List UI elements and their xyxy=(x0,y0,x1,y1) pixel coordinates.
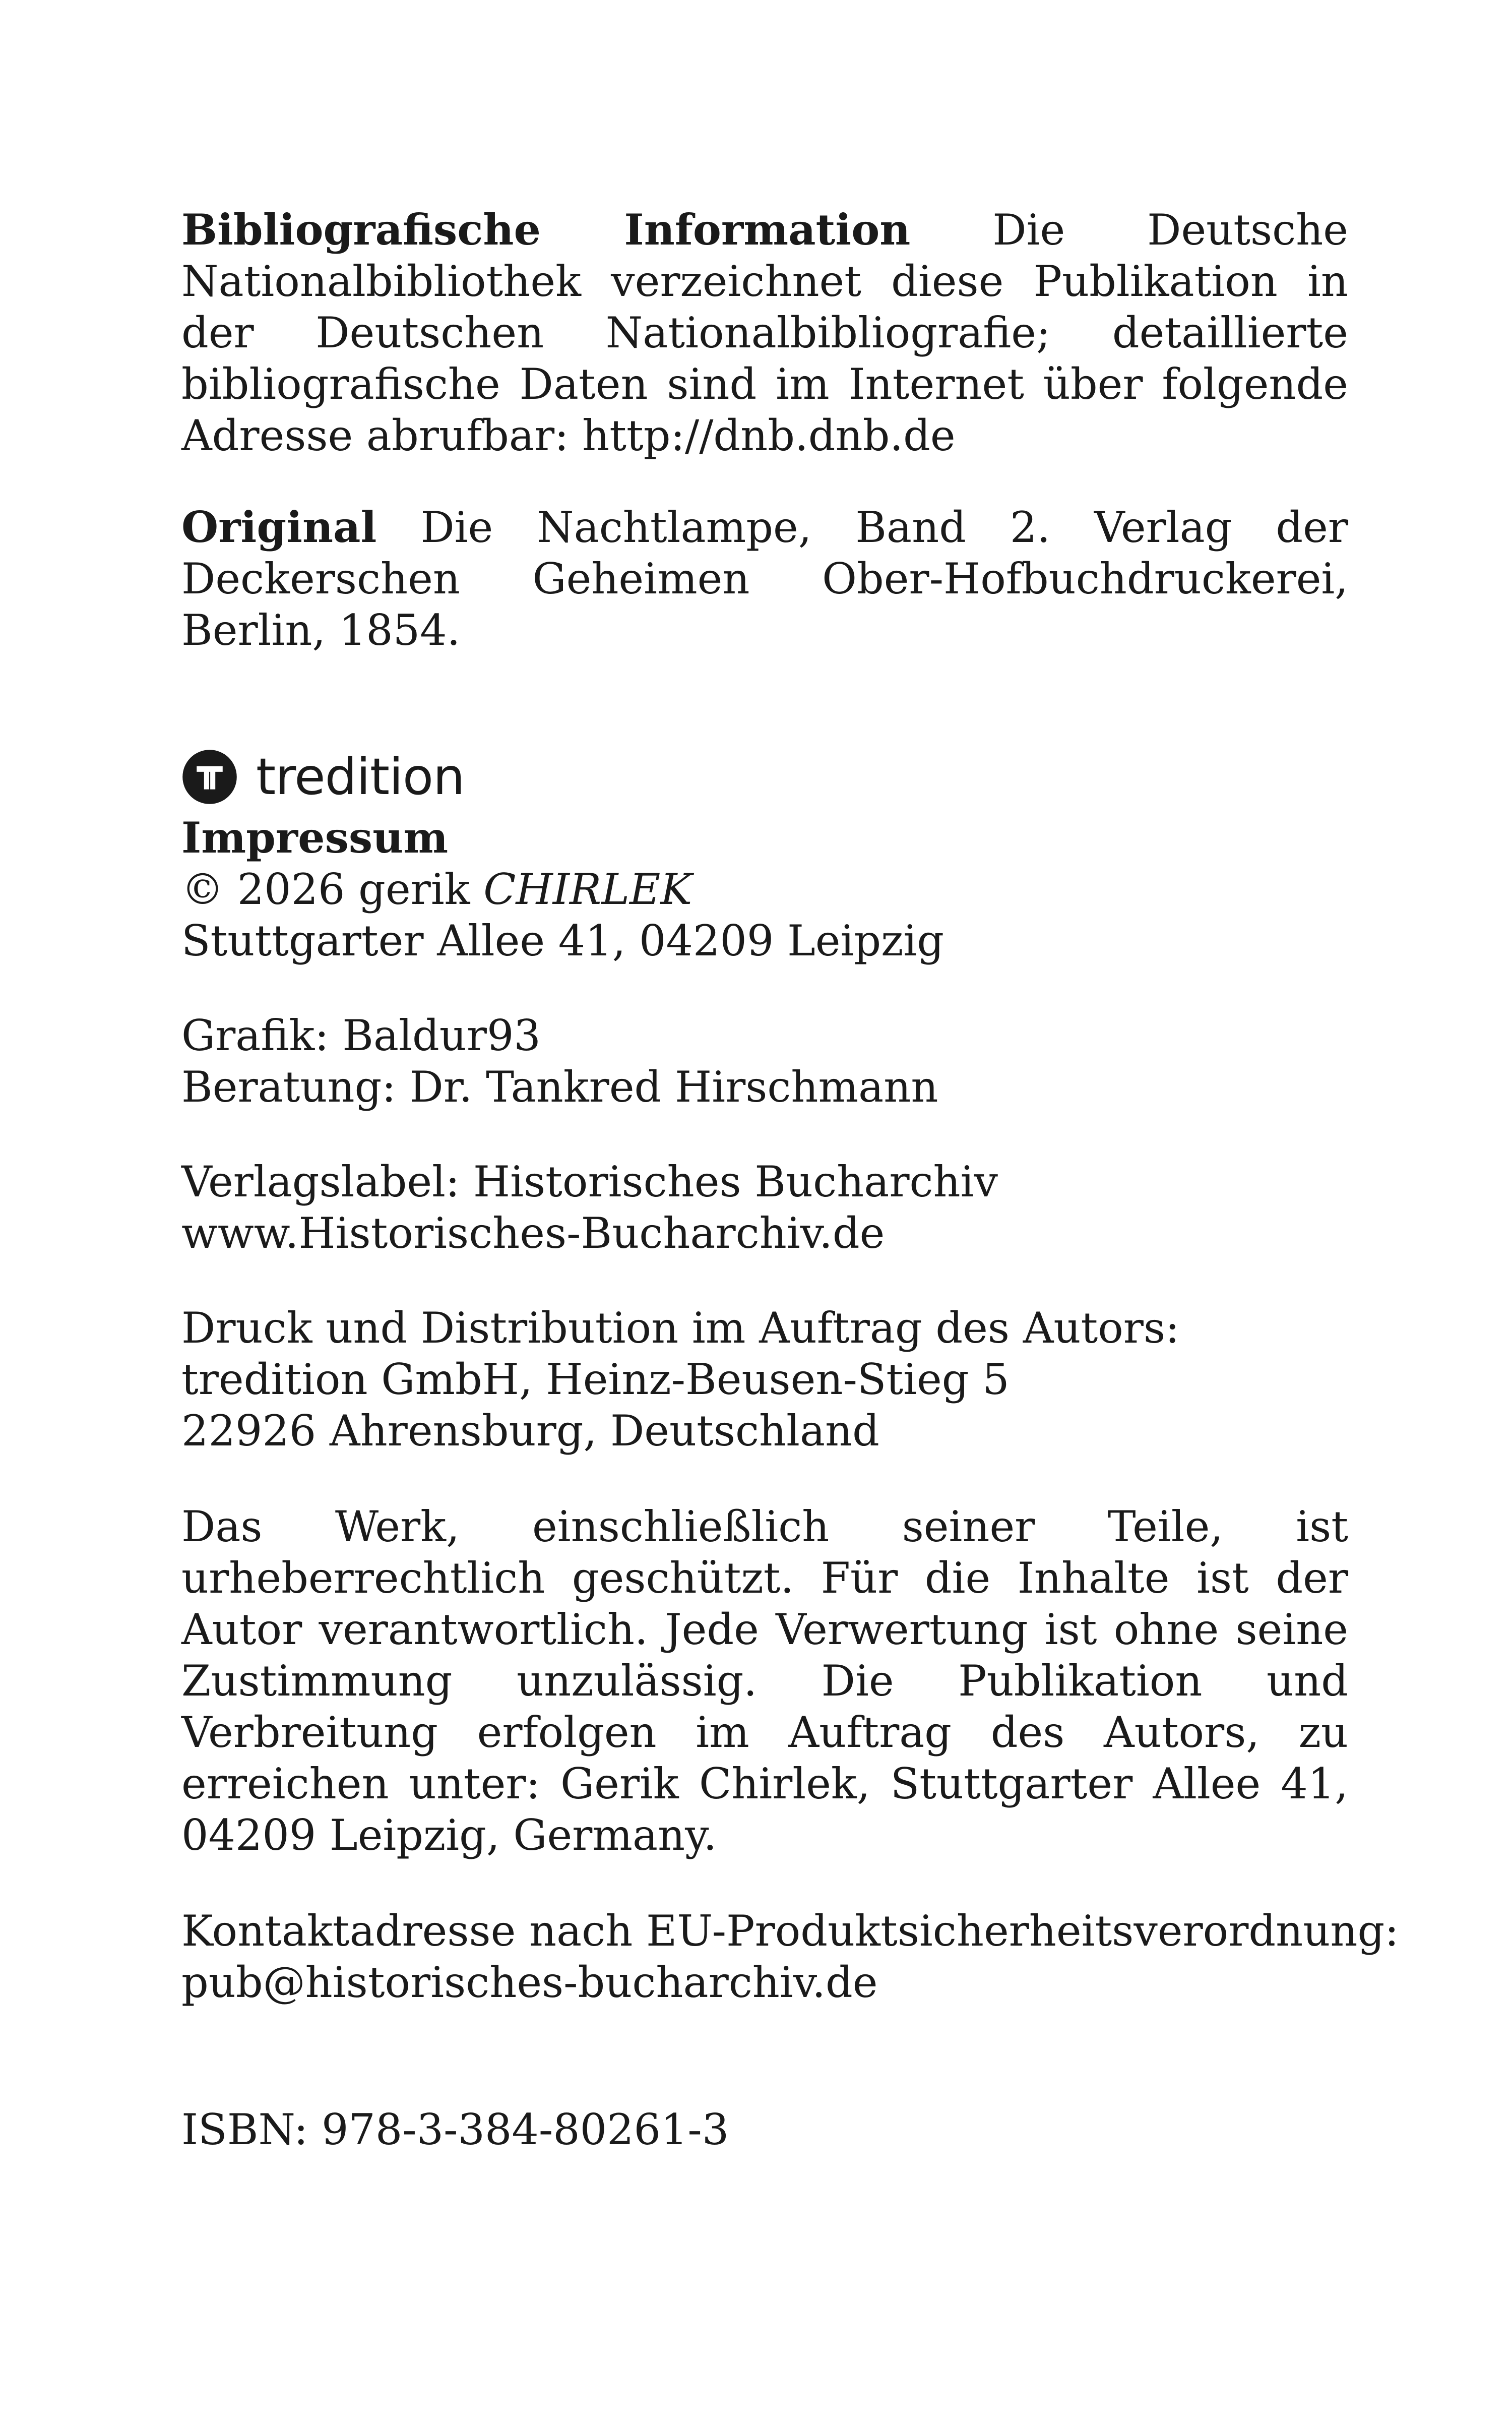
original-text: Die Nachtlampe, Band 2. Verlag der Deckerschen Geheimen Ober-Hofbuchdruckerei, Berlin, 1854. xyxy=(181,503,1349,655)
rights-notice: Das Werk, einschließlich seiner Teile, ist urheberrechtlich geschützt. Für die Inhalte ist der Autor verantwortlich. Jede Verwertung ist ohne seine Zustimmung unzulässig. Die Publikation und Verbreitung erfolgen im Auftrag des Autors, zu erreichen unter: Gerik Chirlek, Stuttgarter Allee 41, 04209 Leipzig, Germany. xyxy=(181,1502,1348,1860)
copyright-line xyxy=(181,864,1348,915)
original-info xyxy=(181,502,1348,656)
tredition-logo-text: tredition xyxy=(256,747,465,806)
credit-beratung: Beratung: Dr. Tankred Hirschmann xyxy=(181,1062,938,1112)
copyright-prefix: © 2026 gerik xyxy=(181,865,470,914)
contact-email: pub@historisches-bucharchiv.de xyxy=(181,1958,878,2007)
druck-line-3: 22926 Ahrensburg, Deutschland xyxy=(181,1406,879,1456)
druck-block xyxy=(181,1302,1348,1457)
bibliographic-info-text: Die Deutsche Nationalbibliothek verzeichnet diese Publikation in der Deutschen Nationalbibliografie; detaillierte bibliografische Daten sind im Internet über folgende Adresse abrufbar: http://dnb.dnb.de xyxy=(181,205,1348,460)
impressum-address: Stuttgarter Allee 41, 04209 Leipzig xyxy=(181,916,944,965)
credit-grafik: Grafik: Baldur93 xyxy=(181,1011,541,1060)
isbn-number: ISBN: 978-3-384-80261-3 xyxy=(181,2105,729,2154)
bibliographic-info-label: Bibliografische Information xyxy=(181,205,911,255)
druck-line-2: tredition GmbH, Heinz-Beusen-Stieg 5 xyxy=(181,1355,1010,1404)
copyright-name: CHIRLEK xyxy=(483,865,692,914)
contact-line-1: Kontaktadresse nach EU-Produktsicherheitsverordnung: xyxy=(181,1906,1399,1956)
label-block xyxy=(181,1156,1348,1259)
original-label: Original xyxy=(181,502,377,552)
impressum-block xyxy=(181,812,1348,966)
druck-line-1: Druck und Distribution im Auftrag des Autors: xyxy=(181,1303,1180,1353)
credits-block xyxy=(181,1010,1348,1113)
impressum-heading: Impressum xyxy=(181,813,449,863)
label-website: www.Historisches-Bucharchiv.de xyxy=(181,1208,885,1258)
isbn-block xyxy=(181,2104,1348,2155)
contact-block xyxy=(181,1905,1399,2008)
tredition-logo-icon xyxy=(181,749,238,805)
imprint-page xyxy=(181,204,1399,2155)
publisher-logo xyxy=(181,747,1348,807)
bibliographic-info xyxy=(181,204,1348,461)
verlagslabel: Verlagslabel: Historisches Bucharchiv xyxy=(181,1157,998,1206)
